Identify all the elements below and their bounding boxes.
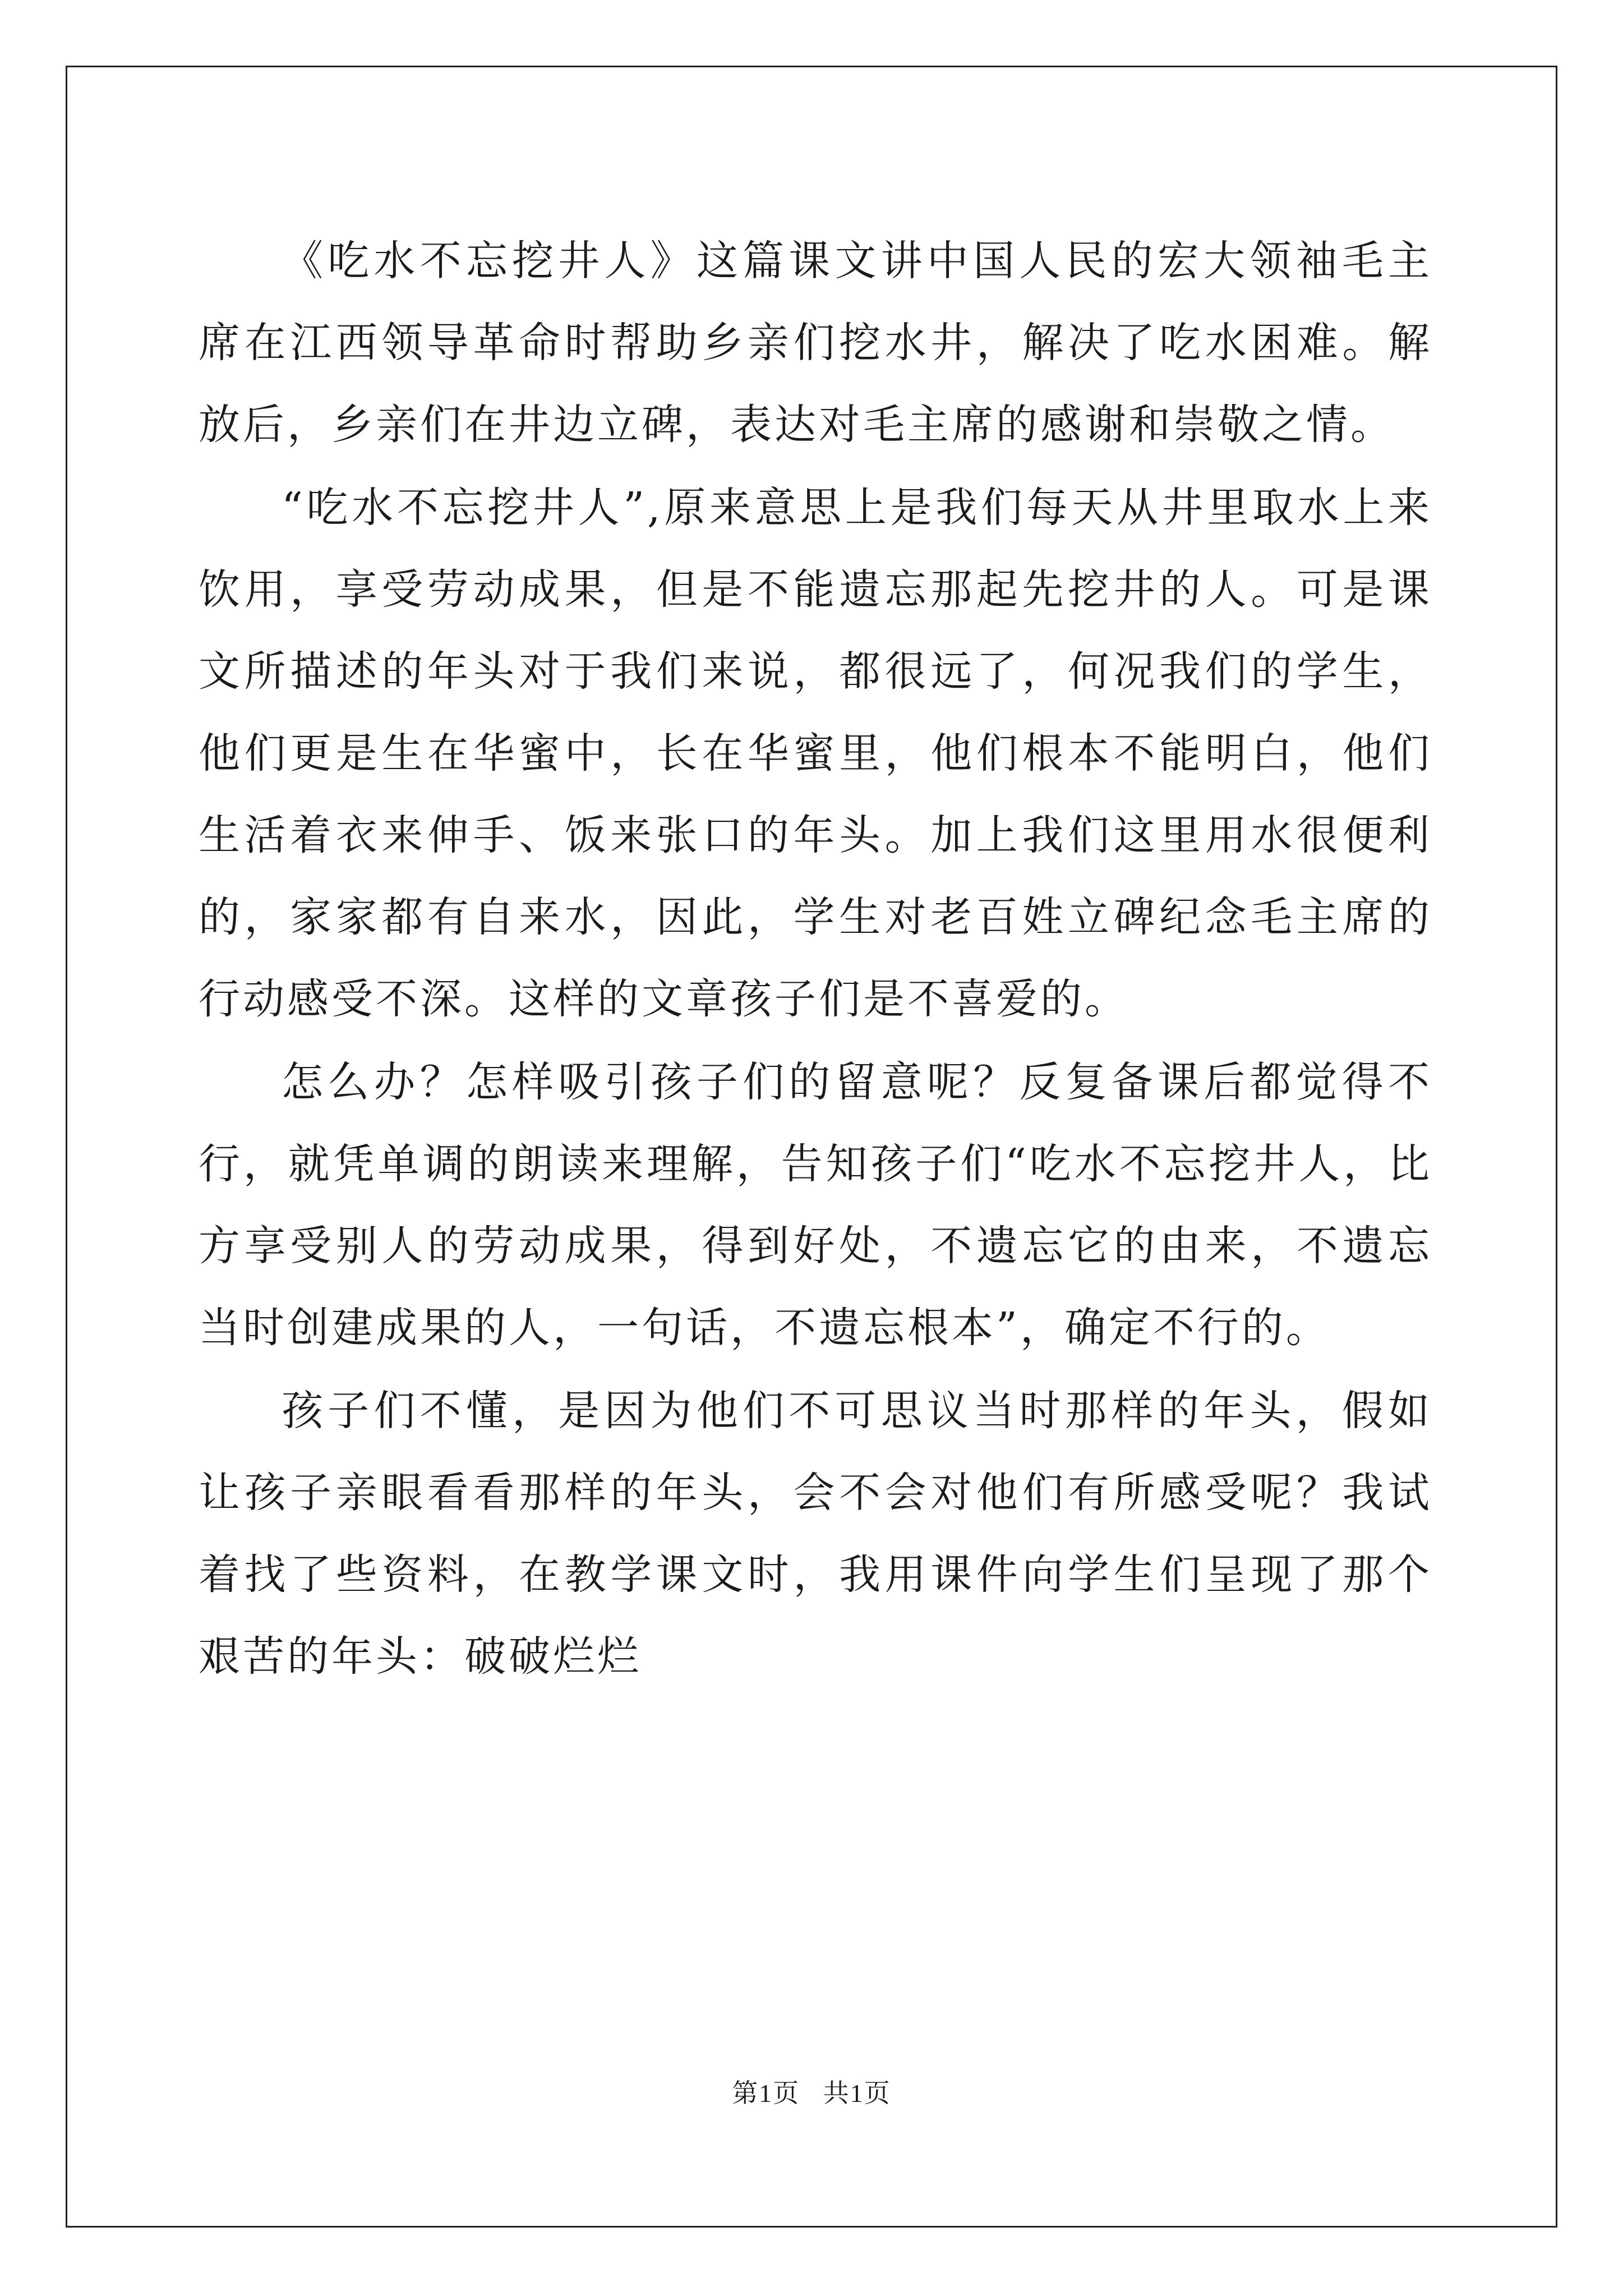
page-footer [0, 2073, 1623, 2110]
paragraph-2: “吃水不忘挖井人”,原来意思上是我们每天从井里取水上来饮用，享受劳动成果，但是不能遗忘那起先挖井的人。可是课文所描述的年头对于我们来说，都很远了，何况我们的学生，他们更是生在华蜜中，长在华蜜里，他们根本不能明白，他们生活着衣来伸手、饭来张口的年头。加上我们这里用水很便利的，家家都有自来水，因此，学生对老百姓立碑纪念毛主席的行动感受不深。这样的文章孩子们是不喜爱的。 [199, 484, 1432, 1023]
paragraph-3: 怎么办？怎样吸引孩子们的留意呢？反复备课后都觉得不行，就凭单调的朗读来理解，告知孩子们“吃水不忘挖井人，比方享受别人的劳动成果，得到好处，不遗忘它的由来，不遗忘当时创建成果的人，一句话，不遗忘根本”，确定不行的。 [199, 1058, 1432, 1352]
page-current: 第1页 [732, 2079, 800, 2108]
paragraph-4: 孩子们不懂，是因为他们不可思议当时那样的年头，假如让孩子亲眼看看那样的年头，会不会对他们有所感受呢？我试着找了些资料，在教学课文时，我用课件向学生们呈现了那个艰苦的年头：破破烂烂 [199, 1387, 1432, 1681]
document-body [199, 220, 1432, 1699]
page-total: 共1页 [823, 2079, 891, 2108]
paragraph-1: 《吃水不忘挖井人》这篇课文讲中国人民的宏大领袖毛主席在江西领导革命时帮助乡亲们挖水井，解决了吃水困难。解放后，乡亲们在井边立碑，表达对毛主席的感谢和崇敬之情。 [199, 237, 1432, 449]
